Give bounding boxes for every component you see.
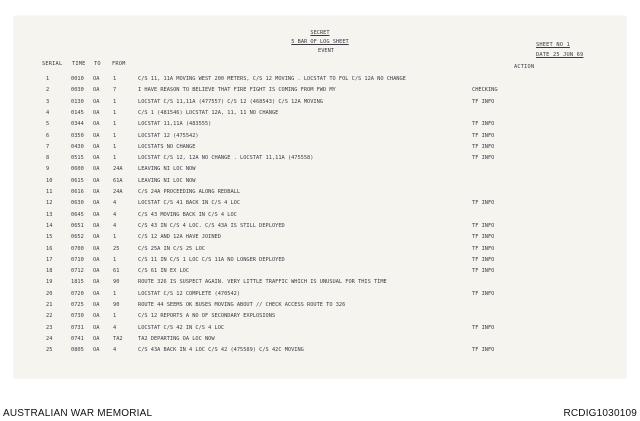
from-cell: 4	[113, 222, 117, 229]
to-cell: OA	[93, 347, 100, 354]
event-cell: C/S 11, 11A MOVING WEST 200 METERS, C/S 12 MOVING . LOCSTAT TO FOL C/S 12A NO CHANGE	[138, 76, 406, 82]
from-cell: 1	[113, 143, 117, 150]
time-cell: 0145	[71, 109, 84, 116]
to-cell: OA	[93, 143, 100, 150]
log-row	[14, 224, 626, 234]
event-cell: LOCSTAT C/S 41 BACK IN C/S 4 LOC	[138, 200, 241, 207]
event-cell: C/S 24A PROCEEDING ALONG REDBALL	[138, 189, 241, 195]
log-row	[14, 314, 626, 324]
serial-cell: 3	[46, 98, 50, 105]
column-time: TIME	[72, 61, 86, 67]
to-cell: OA	[93, 335, 100, 342]
time-cell: 0344	[71, 121, 84, 128]
action-cell: TF INFO	[472, 347, 495, 354]
event-cell: C/S 43 MOVING BACK IN C/S 4 LOC	[138, 211, 237, 218]
log-row	[14, 348, 626, 358]
log-row	[14, 100, 626, 110]
event-cell: I HAVE REASON TO BELIEVE THAT FIRE FIGHT IS COMING FROM FWD MY	[138, 87, 336, 94]
to-cell: OA	[93, 256, 100, 263]
to-cell: OA	[93, 200, 100, 207]
action-cell: TF INFO	[472, 132, 495, 139]
to-cell: OA	[93, 234, 100, 241]
log-row	[14, 269, 626, 279]
event-cell: LEAVING NI LOC NOW	[138, 166, 196, 173]
to-cell: OA	[93, 279, 100, 286]
from-cell: 61A	[113, 177, 123, 184]
log-row	[14, 190, 626, 200]
time-cell: 0700	[71, 245, 84, 252]
to-cell: OA	[93, 211, 100, 218]
from-cell: 25	[113, 245, 120, 252]
serial-cell: 19	[46, 279, 53, 286]
from-cell: 1	[113, 290, 117, 297]
event-cell: TA2 DEPARTING OA LOC NOW	[138, 335, 215, 342]
serial-cell: 21	[46, 302, 53, 308]
serial-cell: 8	[46, 155, 50, 162]
event-cell: C/S 43A BACK IN 4 LOC C/S 42 (475589) C/S 42C MOVING	[138, 347, 304, 354]
event-cell: LOCSTAT 12 (475542)	[138, 132, 199, 139]
time-cell: 0720	[71, 290, 84, 297]
time-cell: 1815	[71, 279, 84, 286]
log-row	[14, 145, 626, 155]
event-cell: LOCSTAT C/S 12, 12A NO CHANGE . LOCSTAT 11,11A (475558)	[138, 155, 314, 162]
serial-cell: 20	[46, 290, 53, 297]
from-cell: 1	[113, 313, 117, 320]
time-cell: 0645	[71, 211, 84, 218]
from-cell: 1	[113, 98, 117, 105]
log-row	[14, 111, 626, 121]
serial-cell: 25	[46, 347, 53, 354]
event-cell: LOCSTAT C/S 12 COMPLETE (470542)	[138, 290, 241, 297]
action-cell: TF INFO	[472, 324, 495, 331]
from-cell: 1	[113, 155, 117, 162]
to-cell: OA	[93, 132, 100, 139]
column-from: FROM	[112, 61, 126, 67]
time-cell: 0651	[71, 222, 84, 229]
serial-cell: 13	[46, 211, 53, 218]
log-row	[14, 134, 626, 144]
from-cell: 7	[113, 87, 117, 94]
sheet-date: DATE 25 JUN 69	[536, 52, 584, 58]
from-cell: 1	[113, 109, 117, 116]
serial-cell: 7	[46, 143, 50, 150]
from-cell: 1	[113, 234, 117, 241]
footer-record-id: RCDIG1030109	[563, 408, 637, 419]
log-row	[14, 337, 626, 347]
time-cell: 0630	[71, 200, 84, 207]
time-cell: 0350	[71, 132, 84, 139]
log-row	[14, 167, 626, 177]
serial-cell: 5	[46, 121, 50, 128]
to-cell: OA	[93, 302, 100, 308]
action-cell: TF INFO	[472, 155, 495, 162]
to-cell: OA	[93, 268, 100, 275]
to-cell: OA	[93, 87, 100, 94]
serial-cell: 16	[46, 245, 53, 252]
serial-cell: 17	[46, 256, 53, 263]
serial-cell: 10	[46, 177, 53, 184]
log-row	[14, 235, 626, 245]
event-cell: LOCSTAT C/S 42 IN C/S 4 LOC	[138, 324, 225, 331]
log-row	[14, 213, 626, 223]
log-row	[14, 292, 626, 302]
event-cell: C/S 12 REPORTS A NO OF SECONDARY EXPLOSIONS	[138, 313, 276, 320]
from-cell: 4	[113, 347, 117, 354]
event-cell: C/S 43 IN C/S 4 LOC. C/S 43A IS STILL DEPLOYED	[138, 222, 285, 229]
column-serial: SERIAL	[42, 61, 63, 67]
action-cell: CHECKING	[472, 87, 498, 94]
event-cell: C/S 1 (481546) LOCSTAT 12A, 11, 11 NO CHANGE	[138, 109, 279, 116]
to-cell: OA	[93, 98, 100, 105]
serial-cell: 9	[46, 166, 50, 173]
from-cell: 90	[113, 279, 120, 286]
time-cell: 0725	[71, 302, 84, 308]
time-cell: 0731	[71, 324, 84, 331]
event-cell: LOCSTAT C/S 11,11A (477557) C/S 12 (468543) C/S 12A MOVING	[138, 98, 323, 105]
time-cell: 0741	[71, 335, 84, 342]
log-row	[14, 122, 626, 132]
event-cell: LOCSTAT 11,11A (483555)	[138, 121, 212, 128]
time-cell: 0652	[71, 234, 84, 241]
serial-cell: 18	[46, 268, 53, 275]
log-row	[14, 247, 626, 257]
column-event: EVENT	[318, 48, 334, 54]
from-cell: 1	[113, 121, 117, 128]
action-cell: TF INFO	[472, 222, 495, 229]
time-cell: 0010	[71, 76, 84, 82]
action-cell: TF INFO	[472, 268, 495, 275]
serial-cell: 15	[46, 234, 53, 241]
action-cell: TF INFO	[472, 290, 495, 297]
event-cell: LEAVING NI LOC NOW	[138, 177, 196, 184]
log-row	[14, 156, 626, 166]
from-cell: 90	[113, 302, 120, 308]
action-cell: TF INFO	[472, 143, 495, 150]
log-sheet	[14, 16, 626, 378]
serial-cell: 14	[46, 222, 53, 229]
to-cell: OA	[93, 245, 100, 252]
sheet-number: SHEET NO 1	[536, 42, 570, 48]
serial-cell: 22	[46, 313, 53, 320]
to-cell: OA	[93, 166, 100, 173]
from-cell: 4	[113, 211, 117, 218]
serial-cell: 23	[46, 324, 53, 331]
from-cell: 1	[113, 256, 117, 263]
log-row	[14, 88, 626, 98]
event-cell: C/S 25A IN C/S 25 LOC	[138, 245, 205, 252]
serial-cell: 1	[46, 76, 50, 82]
from-cell: 24A	[113, 189, 123, 195]
to-cell: OA	[93, 189, 100, 195]
to-cell: OA	[93, 76, 100, 82]
footer	[0, 404, 640, 421]
column-action: ACTION	[514, 64, 535, 70]
document-title: 5 BAR OF LOG SHEET	[291, 39, 349, 45]
action-cell: TF INFO	[472, 121, 495, 128]
to-cell: OA	[93, 313, 100, 320]
serial-cell: 2	[46, 87, 50, 94]
time-cell: 0710	[71, 256, 84, 263]
serial-cell: 11	[46, 189, 53, 195]
time-cell: 0805	[71, 347, 84, 354]
to-cell: OA	[93, 324, 100, 331]
from-cell: 1	[113, 132, 117, 139]
action-cell: TF INFO	[472, 256, 495, 263]
to-cell: OA	[93, 290, 100, 297]
from-cell: 4	[113, 324, 117, 331]
to-cell: OA	[93, 121, 100, 128]
event-cell: C/S 61 IN EX LOC	[138, 268, 190, 275]
time-cell: 0615	[71, 177, 84, 184]
from-cell: 61	[113, 268, 120, 275]
from-cell: 1	[113, 76, 117, 82]
log-row	[14, 77, 626, 87]
event-cell: ROUTE 326 IS SUSPECT AGAIN. VERY LITTLE TRAFFIC WHICH IS UNUSUAL FOR THIS TIME	[138, 279, 387, 286]
time-cell: 0130	[71, 98, 84, 105]
time-cell: 0616	[71, 189, 84, 195]
from-cell: 4	[113, 200, 117, 207]
from-cell: 24A	[113, 166, 123, 173]
action-cell: TF INFO	[472, 200, 495, 207]
event-cell: C/S 11 IN C/S 1 LOC C/S 11A NO LONGER DEPLOYED	[138, 256, 285, 263]
classification: SECRET	[310, 30, 330, 36]
log-row	[14, 303, 626, 313]
column-to: TO	[94, 61, 101, 67]
serial-cell: 6	[46, 132, 50, 139]
to-cell: OA	[93, 109, 100, 116]
log-row	[14, 258, 626, 268]
time-cell: 0712	[71, 268, 84, 275]
event-cell: C/S 12 AND 12A HAVE JOINED	[138, 234, 221, 241]
to-cell: OA	[93, 155, 100, 162]
log-row	[14, 201, 626, 211]
action-cell: TF INFO	[472, 234, 495, 241]
to-cell: OA	[93, 177, 100, 184]
footer-institution: AUSTRALIAN WAR MEMORIAL	[3, 408, 153, 419]
from-cell: TA2	[113, 335, 123, 342]
time-cell: 0430	[71, 143, 84, 150]
serial-cell: 4	[46, 109, 50, 116]
serial-cell: 12	[46, 200, 53, 207]
time-cell: 0515	[71, 155, 84, 162]
log-row	[14, 326, 626, 336]
serial-cell: 24	[46, 335, 53, 342]
log-row	[14, 179, 626, 189]
event-cell: LOCSTATS NO CHANGE	[138, 143, 196, 150]
time-cell: 0600	[71, 166, 84, 173]
to-cell: OA	[93, 222, 100, 229]
time-cell: 0030	[71, 87, 84, 94]
action-cell: TF INFO	[472, 98, 495, 105]
log-row	[14, 280, 626, 290]
action-cell: TF INFO	[472, 245, 495, 252]
time-cell: 0730	[71, 313, 84, 320]
event-cell: ROUTE 44 SEEMS OK BUSES MOVING ABOUT // CHECK ACCESS ROUTE TO 326	[138, 302, 346, 308]
